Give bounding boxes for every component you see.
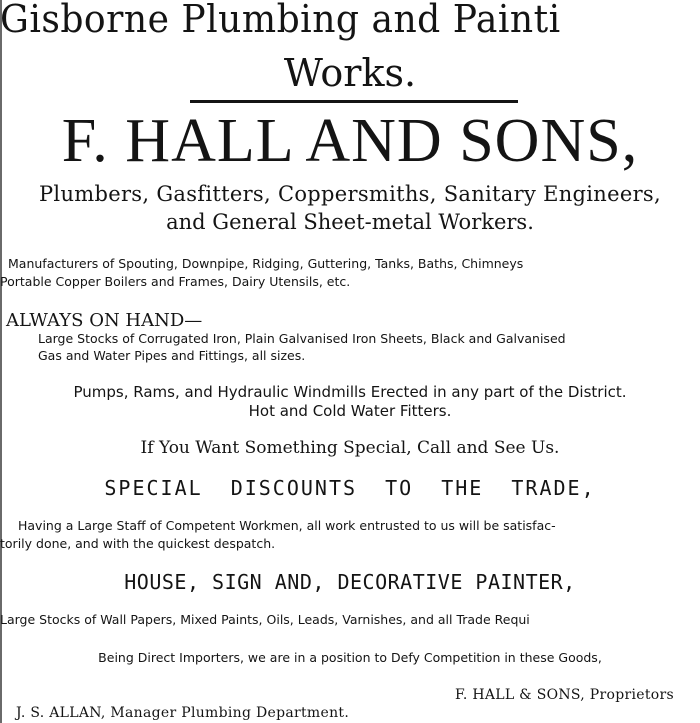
stocks-line-1: Large Stocks of Corrugated Iron, Plain Galvanised Iron Sheets, Black and Galvanised xyxy=(38,331,566,346)
manufacturers-line-1: Manufacturers of Spouting, Downpipe, Ridging, Guttering, Tanks, Baths, Chimneys xyxy=(8,256,524,271)
wallpapers-line: Large Stocks of Wall Papers, Mixed Paints, Oils, Leads, Varnishes, and all Trade Requi xyxy=(0,612,530,627)
trades-line-2: and General Sheet-metal Workers. xyxy=(166,210,534,234)
importers-line: Being Direct Importers, we are in a position to Defy Competition in these Goods, xyxy=(98,650,602,665)
firm-name: F. HALL AND SONS, xyxy=(61,107,639,175)
stocks-line-2: Gas and Water Pipes and Fittings, all sizes. xyxy=(38,348,306,363)
advert-subheading: Works. xyxy=(283,51,417,95)
always-on-hand-heading: ALWAYS ON HAND— xyxy=(6,310,203,331)
painter-heading: HOUSE, SIGN AND, DECORATIVE PAINTER, xyxy=(124,570,576,594)
heading-rule xyxy=(190,100,518,103)
special-call-line: If You Want Something Special, Call and See Us. xyxy=(140,438,560,458)
manager-signature: J. S. ALLAN, Manager Plumbing Department. xyxy=(16,705,350,721)
staff-line-2: torily done, and with the quickest despatch. xyxy=(0,536,276,551)
trades-line-1: Plumbers, Gasfitters, Coppersmiths, Sanitary Engineers, xyxy=(39,182,661,206)
proprietors-signature: F. HALL & SONS, Proprietors xyxy=(454,687,674,703)
advert-heading: Gisborne Plumbing and Painti xyxy=(0,0,561,41)
pumps-line-1: Pumps, Rams, and Hydraulic Windmills Erected in any part of the District. xyxy=(73,383,627,401)
staff-line-1: Having a Large Staff of Competent Workmen, all work entrusted to us will be satisfac- xyxy=(18,518,556,533)
manufacturers-line-2: Portable Copper Boilers and Frames, Dairy Utensils, etc. xyxy=(0,274,351,289)
trade-discounts-heading: SPECIAL DISCOUNTS TO THE TRADE, xyxy=(104,476,596,500)
pumps-line-2: Hot and Cold Water Fitters. xyxy=(248,402,452,420)
